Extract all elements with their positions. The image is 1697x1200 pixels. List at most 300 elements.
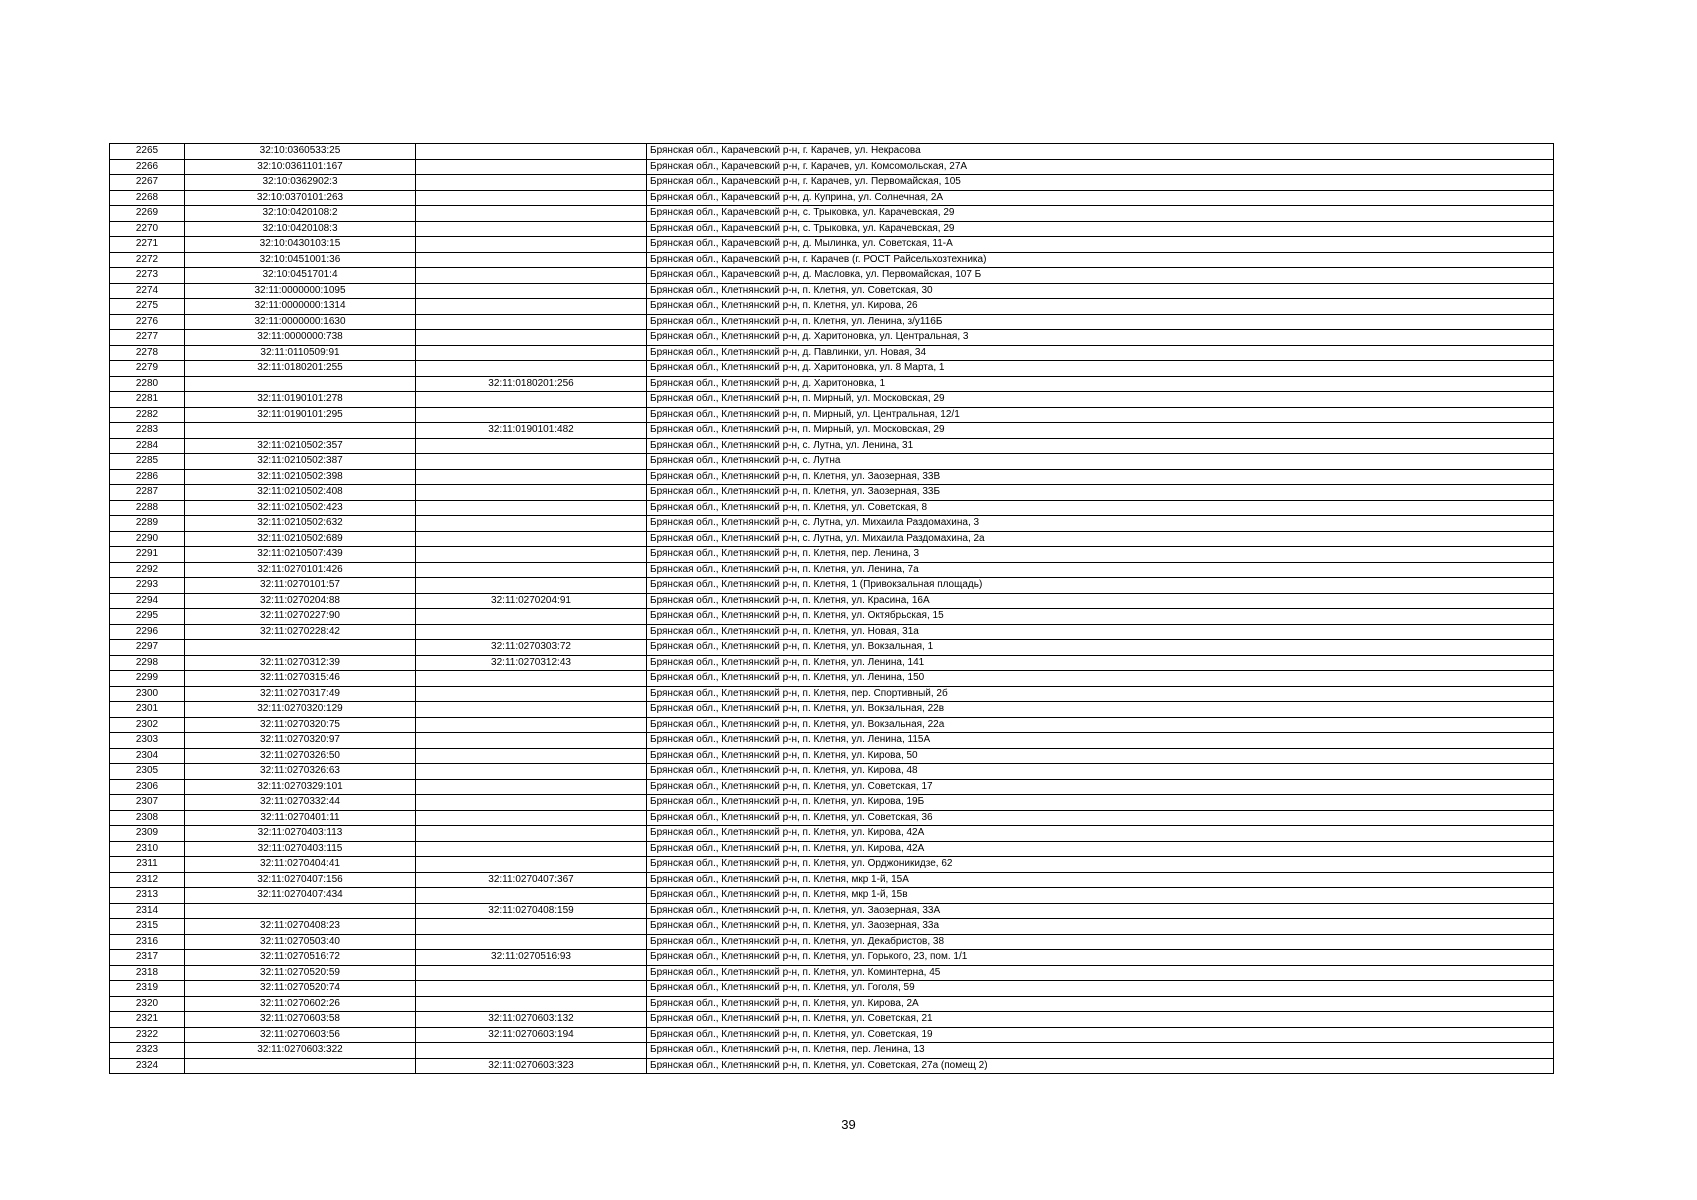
related-cadastral-number-cell <box>416 361 647 377</box>
cadastral-number-cell: 32:10:0361101:167 <box>185 159 416 175</box>
related-cadastral-number-cell <box>416 500 647 516</box>
related-cadastral-number-cell: 32:11:0270312:43 <box>416 655 647 671</box>
cadastral-number-cell: 32:11:0270602:26 <box>185 996 416 1012</box>
table-row <box>110 779 1554 795</box>
row-number-cell: 2310 <box>110 841 185 857</box>
table-row <box>110 392 1554 408</box>
row-number-cell: 2293 <box>110 578 185 594</box>
table-row <box>110 872 1554 888</box>
cadastral-number-cell: 32:10:0420108:3 <box>185 221 416 237</box>
related-cadastral-number-cell <box>416 299 647 315</box>
table-row <box>110 547 1554 563</box>
related-cadastral-number-cell <box>416 175 647 191</box>
cadastral-number-cell: 32:11:0270228:42 <box>185 624 416 640</box>
address-cell: Брянская обл., Клетнянский р-н, п. Клетня, мкр 1-й, 15в <box>647 888 1554 904</box>
related-cadastral-number-cell <box>416 531 647 547</box>
related-cadastral-number-cell <box>416 857 647 873</box>
cadastral-number-cell: 32:11:0270320:75 <box>185 717 416 733</box>
cadastral-number-cell: 32:10:0420108:2 <box>185 206 416 222</box>
row-number-cell: 2304 <box>110 748 185 764</box>
related-cadastral-number-cell: 32:11:0270407:367 <box>416 872 647 888</box>
cadastral-number-cell: 32:11:0270320:129 <box>185 702 416 718</box>
related-cadastral-number-cell <box>416 1043 647 1059</box>
table-row <box>110 330 1554 346</box>
cadastral-number-cell: 32:10:0360533:25 <box>185 144 416 160</box>
cadastral-number-cell <box>185 423 416 439</box>
address-cell: Брянская обл., Клетнянский р-н, п. Клетня, ул. Советская, 8 <box>647 500 1554 516</box>
address-cell: Брянская обл., Карачевский р-н, г. Карачев (г. РОСТ Райсельхозтехника) <box>647 252 1554 268</box>
table-row <box>110 516 1554 532</box>
cadastral-number-cell: 32:11:0270227:90 <box>185 609 416 625</box>
address-cell: Брянская обл., Клетнянский р-н, п. Клетня, ул. Советская, 21 <box>647 1012 1554 1028</box>
row-number-cell: 2314 <box>110 903 185 919</box>
related-cadastral-number-cell <box>416 996 647 1012</box>
row-number-cell: 2275 <box>110 299 185 315</box>
related-cadastral-number-cell <box>416 624 647 640</box>
address-cell: Брянская обл., Карачевский р-н, д. Куприна, ул. Солнечная, 2А <box>647 190 1554 206</box>
table-row <box>110 376 1554 392</box>
table-row <box>110 702 1554 718</box>
row-number-cell: 2302 <box>110 717 185 733</box>
cadastral-number-cell <box>185 640 416 656</box>
address-cell: Брянская обл., Клетнянский р-н, п. Клетня, ул. Гоголя, 59 <box>647 981 1554 997</box>
address-cell: Брянская обл., Клетнянский р-н, д. Харитоновка, ул. Центральная, 3 <box>647 330 1554 346</box>
address-cell: Брянская обл., Клетнянский р-н, с. Лутна, ул. Михаила Раздомахина, 3 <box>647 516 1554 532</box>
address-cell: Брянская обл., Клетнянский р-н, п. Клетня, ул. Ленина, 7а <box>647 562 1554 578</box>
row-number-cell: 2276 <box>110 314 185 330</box>
cadastral-number-cell: 32:11:0190101:278 <box>185 392 416 408</box>
table-row <box>110 531 1554 547</box>
address-cell: Брянская обл., Карачевский р-н, д. Мылинка, ул. Советская, 11-А <box>647 237 1554 253</box>
related-cadastral-number-cell <box>416 702 647 718</box>
cadastral-number-cell: 32:11:0210502:357 <box>185 438 416 454</box>
page-number: 39 <box>841 1117 856 1132</box>
cadastral-number-cell <box>185 376 416 392</box>
related-cadastral-number-cell <box>416 686 647 702</box>
row-number-cell: 2296 <box>110 624 185 640</box>
row-number-cell: 2307 <box>110 795 185 811</box>
row-number-cell: 2269 <box>110 206 185 222</box>
table-row <box>110 965 1554 981</box>
row-number-cell: 2266 <box>110 159 185 175</box>
table-row <box>110 593 1554 609</box>
cadastral-number-cell: 32:11:0270603:56 <box>185 1027 416 1043</box>
cadastral-number-cell: 32:10:0362902:3 <box>185 175 416 191</box>
address-cell: Брянская обл., Карачевский р-н, д. Масловка, ул. Первомайская, 107 Б <box>647 268 1554 284</box>
row-number-cell: 2271 <box>110 237 185 253</box>
related-cadastral-number-cell <box>416 748 647 764</box>
cadastral-number-cell <box>185 1058 416 1074</box>
table-row <box>110 578 1554 594</box>
table-row <box>110 640 1554 656</box>
table-row <box>110 934 1554 950</box>
table-row <box>110 810 1554 826</box>
address-cell: Брянская обл., Клетнянский р-н, п. Клетня, ул. Кирова, 26 <box>647 299 1554 315</box>
address-cell: Брянская обл., Клетнянский р-н, д. Павлинки, ул. Новая, 34 <box>647 345 1554 361</box>
address-cell: Брянская обл., Клетнянский р-н, с. Лутна, ул. Ленина, 31 <box>647 438 1554 454</box>
cadastral-number-cell: 32:11:0000000:1314 <box>185 299 416 315</box>
address-cell: Брянская обл., Клетнянский р-н, п. Клетня, ул. Кирова, 42А <box>647 841 1554 857</box>
address-cell: Брянская обл., Карачевский р-н, г. Карачев, ул. Некрасова <box>647 144 1554 160</box>
cadastral-number-cell: 32:11:0110509:91 <box>185 345 416 361</box>
related-cadastral-number-cell <box>416 190 647 206</box>
row-number-cell: 2298 <box>110 655 185 671</box>
table-row <box>110 268 1554 284</box>
related-cadastral-number-cell <box>416 810 647 826</box>
cadastral-number-cell: 32:11:0210507:439 <box>185 547 416 563</box>
cadastral-number-cell: 32:11:0270326:50 <box>185 748 416 764</box>
related-cadastral-number-cell <box>416 392 647 408</box>
cadastral-number-cell: 32:11:0270401:11 <box>185 810 416 826</box>
address-cell: Брянская обл., Клетнянский р-н, п. Клетня, ул. Коминтерна, 45 <box>647 965 1554 981</box>
table-row <box>110 841 1554 857</box>
address-cell: Брянская обл., Клетнянский р-н, п. Клетня, ул. Ленина, 150 <box>647 671 1554 687</box>
related-cadastral-number-cell <box>416 562 647 578</box>
cadastral-number-cell: 32:11:0180201:255 <box>185 361 416 377</box>
related-cadastral-number-cell <box>416 919 647 935</box>
table-row <box>110 252 1554 268</box>
table-row <box>110 1012 1554 1028</box>
table-row <box>110 733 1554 749</box>
related-cadastral-number-cell <box>416 206 647 222</box>
row-number-cell: 2285 <box>110 454 185 470</box>
address-cell: Брянская обл., Клетнянский р-н, п. Клетня, ул. Ленина, 141 <box>647 655 1554 671</box>
row-number-cell: 2309 <box>110 826 185 842</box>
cadastral-number-cell: 32:11:0210502:689 <box>185 531 416 547</box>
table-row <box>110 1058 1554 1074</box>
address-cell: Брянская обл., Клетнянский р-н, п. Клетня, ул. Заозерная, 33Б <box>647 485 1554 501</box>
related-cadastral-number-cell <box>416 252 647 268</box>
table-row <box>110 562 1554 578</box>
related-cadastral-number-cell: 32:11:0190101:482 <box>416 423 647 439</box>
address-cell: Брянская обл., Клетнянский р-н, п. Клетня, ул. Советская, 17 <box>647 779 1554 795</box>
address-cell: Брянская обл., Клетнянский р-н, п. Клетня, ул. Кирова, 19Б <box>647 795 1554 811</box>
related-cadastral-number-cell <box>416 795 647 811</box>
cadastral-number-cell: 32:11:0270320:97 <box>185 733 416 749</box>
cadastral-number-cell: 32:11:0270520:59 <box>185 965 416 981</box>
address-cell: Брянская обл., Клетнянский р-н, п. Клетня, 1 (Привокзальная площадь) <box>647 578 1554 594</box>
cadastral-number-cell: 32:10:0451001:36 <box>185 252 416 268</box>
row-number-cell: 2294 <box>110 593 185 609</box>
cadastral-number-cell: 32:11:0210502:398 <box>185 469 416 485</box>
address-cell: Брянская обл., Карачевский р-н, г. Карачев, ул. Первомайская, 105 <box>647 175 1554 191</box>
address-cell: Брянская обл., Клетнянский р-н, п. Клетня, ул. Декабристов, 38 <box>647 934 1554 950</box>
address-cell: Брянская обл., Клетнянский р-н, п. Клетня, пер. Спортивный, 2б <box>647 686 1554 702</box>
cadastral-number-cell: 32:11:0270329:101 <box>185 779 416 795</box>
cadastral-number-cell: 32:11:0270407:434 <box>185 888 416 904</box>
related-cadastral-number-cell <box>416 826 647 842</box>
cadastral-number-cell: 32:11:0210502:632 <box>185 516 416 532</box>
table-row <box>110 903 1554 919</box>
table-row <box>110 454 1554 470</box>
related-cadastral-number-cell: 32:11:0270603:194 <box>416 1027 647 1043</box>
row-number-cell: 2270 <box>110 221 185 237</box>
cadastral-number-cell: 32:11:0270603:322 <box>185 1043 416 1059</box>
address-cell: Брянская обл., Клетнянский р-н, п. Клетня, ул. Заозерная, 33а <box>647 919 1554 935</box>
row-number-cell: 2300 <box>110 686 185 702</box>
cadastral-number-cell: 32:11:0190101:295 <box>185 407 416 423</box>
row-number-cell: 2278 <box>110 345 185 361</box>
row-number-cell: 2286 <box>110 469 185 485</box>
address-cell: Брянская обл., Клетнянский р-н, п. Клетня, пер. Ленина, 13 <box>647 1043 1554 1059</box>
address-cell: Брянская обл., Клетнянский р-н, п. Клетня, ул. Советская, 27а (помещ 2) <box>647 1058 1554 1074</box>
table-row <box>110 299 1554 315</box>
row-number-cell: 2289 <box>110 516 185 532</box>
row-number-cell: 2280 <box>110 376 185 392</box>
cadastral-number-cell: 32:11:0270408:23 <box>185 919 416 935</box>
table-row <box>110 826 1554 842</box>
address-cell: Брянская обл., Клетнянский р-н, д. Харитоновка, ул. 8 Марта, 1 <box>647 361 1554 377</box>
row-number-cell: 2273 <box>110 268 185 284</box>
cadastral-number-cell: 32:11:0000000:1630 <box>185 314 416 330</box>
row-number-cell: 2268 <box>110 190 185 206</box>
related-cadastral-number-cell <box>416 407 647 423</box>
row-number-cell: 2312 <box>110 872 185 888</box>
row-number-cell: 2311 <box>110 857 185 873</box>
address-cell: Брянская обл., Клетнянский р-н, с. Лутна <box>647 454 1554 470</box>
row-number-cell: 2290 <box>110 531 185 547</box>
cadastral-number-cell: 32:11:0270520:74 <box>185 981 416 997</box>
row-number-cell: 2279 <box>110 361 185 377</box>
related-cadastral-number-cell <box>416 764 647 780</box>
cadastral-number-cell: 32:11:0270326:63 <box>185 764 416 780</box>
address-cell: Брянская обл., Клетнянский р-н, п. Клетня, ул. Ленина, з/у116Б <box>647 314 1554 330</box>
related-cadastral-number-cell <box>416 159 647 175</box>
row-number-cell: 2322 <box>110 1027 185 1043</box>
row-number-cell: 2287 <box>110 485 185 501</box>
table-row <box>110 144 1554 160</box>
row-number-cell: 2316 <box>110 934 185 950</box>
cadastral-number-cell: 32:11:0270516:72 <box>185 950 416 966</box>
row-number-cell: 2272 <box>110 252 185 268</box>
row-number-cell: 2315 <box>110 919 185 935</box>
row-number-cell: 2303 <box>110 733 185 749</box>
table-row <box>110 996 1554 1012</box>
related-cadastral-number-cell: 32:11:0270516:93 <box>416 950 647 966</box>
row-number-cell: 2317 <box>110 950 185 966</box>
table-row <box>110 1027 1554 1043</box>
table-row <box>110 361 1554 377</box>
table-row <box>110 221 1554 237</box>
cadastral-number-cell: 32:11:0270403:115 <box>185 841 416 857</box>
related-cadastral-number-cell <box>416 981 647 997</box>
address-cell: Брянская обл., Клетнянский р-н, п. Клетня, ул. Советская, 19 <box>647 1027 1554 1043</box>
related-cadastral-number-cell <box>416 779 647 795</box>
table-row <box>110 469 1554 485</box>
row-number-cell: 2283 <box>110 423 185 439</box>
table-row <box>110 717 1554 733</box>
related-cadastral-number-cell <box>416 485 647 501</box>
row-number-cell: 2308 <box>110 810 185 826</box>
address-cell: Брянская обл., Карачевский р-н, с. Трыковка, ул. Карачевская, 29 <box>647 221 1554 237</box>
cadastral-number-cell: 32:11:0270204:88 <box>185 593 416 609</box>
row-number-cell: 2281 <box>110 392 185 408</box>
property-table <box>109 143 1554 1074</box>
cadastral-number-cell: 32:11:0000000:738 <box>185 330 416 346</box>
cadastral-number-cell: 32:11:0270407:156 <box>185 872 416 888</box>
cadastral-number-cell <box>185 903 416 919</box>
related-cadastral-number-cell: 32:11:0270303:72 <box>416 640 647 656</box>
address-cell: Брянская обл., Клетнянский р-н, п. Клетня, ул. Кирова, 50 <box>647 748 1554 764</box>
table-row <box>110 190 1554 206</box>
table-row <box>110 795 1554 811</box>
table-row <box>110 888 1554 904</box>
table-row <box>110 655 1554 671</box>
row-number-cell: 2301 <box>110 702 185 718</box>
address-cell: Брянская обл., Клетнянский р-н, п. Клетня, ул. Октябрьская, 15 <box>647 609 1554 625</box>
address-cell: Брянская обл., Клетнянский р-н, п. Клетня, ул. Новая, 31а <box>647 624 1554 640</box>
table-row <box>110 237 1554 253</box>
table-row <box>110 624 1554 640</box>
table-row <box>110 686 1554 702</box>
address-cell: Брянская обл., Клетнянский р-н, п. Клетня, ул. Заозерная, 33А <box>647 903 1554 919</box>
table-row <box>110 175 1554 191</box>
cadastral-number-cell: 32:11:0270315:46 <box>185 671 416 687</box>
related-cadastral-number-cell <box>416 609 647 625</box>
table-row <box>110 407 1554 423</box>
related-cadastral-number-cell <box>416 671 647 687</box>
related-cadastral-number-cell <box>416 237 647 253</box>
address-cell: Брянская обл., Клетнянский р-н, п. Клетня, ул. Ленина, 115А <box>647 733 1554 749</box>
cadastral-number-cell: 32:10:0370101:263 <box>185 190 416 206</box>
related-cadastral-number-cell: 32:11:0180201:256 <box>416 376 647 392</box>
address-cell: Брянская обл., Клетнянский р-н, п. Клетня, ул. Горького, 23, пом. 1/1 <box>647 950 1554 966</box>
row-number-cell: 2274 <box>110 283 185 299</box>
cadastral-number-cell: 32:11:0210502:423 <box>185 500 416 516</box>
row-number-cell: 2324 <box>110 1058 185 1074</box>
table-row <box>110 981 1554 997</box>
table-row <box>110 438 1554 454</box>
table-row <box>110 283 1554 299</box>
related-cadastral-number-cell <box>416 469 647 485</box>
related-cadastral-number-cell <box>416 547 647 563</box>
table-row <box>110 609 1554 625</box>
cadastral-number-cell: 32:11:0210502:408 <box>185 485 416 501</box>
row-number-cell: 2267 <box>110 175 185 191</box>
property-table-body <box>110 144 1554 1074</box>
cadastral-number-cell: 32:11:0000000:1095 <box>185 283 416 299</box>
related-cadastral-number-cell <box>416 841 647 857</box>
address-cell: Брянская обл., Клетнянский р-н, п. Клетня, ул. Советская, 36 <box>647 810 1554 826</box>
address-cell: Брянская обл., Клетнянский р-н, п. Клетня, пер. Ленина, 3 <box>647 547 1554 563</box>
cadastral-number-cell: 32:11:0270404:41 <box>185 857 416 873</box>
row-number-cell: 2313 <box>110 888 185 904</box>
row-number-cell: 2295 <box>110 609 185 625</box>
related-cadastral-number-cell <box>416 221 647 237</box>
address-cell: Брянская обл., Клетнянский р-н, с. Лутна, ул. Михаила Раздомахина, 2а <box>647 531 1554 547</box>
address-cell: Брянская обл., Карачевский р-н, г. Карачев, ул. Комсомольская, 27А <box>647 159 1554 175</box>
related-cadastral-number-cell <box>416 578 647 594</box>
address-cell: Брянская обл., Клетнянский р-н, п. Клетня, ул. Вокзальная, 1 <box>647 640 1554 656</box>
row-number-cell: 2305 <box>110 764 185 780</box>
address-cell: Брянская обл., Клетнянский р-н, п. Клетня, ул. Кирова, 48 <box>647 764 1554 780</box>
address-cell: Брянская обл., Клетнянский р-н, п. Клетня, ул. Советская, 30 <box>647 283 1554 299</box>
address-cell: Брянская обл., Клетнянский р-н, п. Клетня, ул. Кирова, 42А <box>647 826 1554 842</box>
row-number-cell: 2319 <box>110 981 185 997</box>
related-cadastral-number-cell <box>416 345 647 361</box>
row-number-cell: 2284 <box>110 438 185 454</box>
cadastral-number-cell: 32:11:0210502:387 <box>185 454 416 470</box>
address-cell: Брянская обл., Клетнянский р-н, п. Клетня, ул. Вокзальная, 22в <box>647 702 1554 718</box>
related-cadastral-number-cell: 32:11:0270408:159 <box>416 903 647 919</box>
table-row <box>110 500 1554 516</box>
address-cell: Брянская обл., Клетнянский р-н, п. Мирный, ул. Центральная, 12/1 <box>647 407 1554 423</box>
related-cadastral-number-cell <box>416 268 647 284</box>
cadastral-number-cell: 32:11:0270101:426 <box>185 562 416 578</box>
address-cell: Брянская обл., Карачевский р-н, с. Трыковка, ул. Карачевская, 29 <box>647 206 1554 222</box>
address-cell: Брянская обл., Клетнянский р-н, д. Харитоновка, 1 <box>647 376 1554 392</box>
row-number-cell: 2299 <box>110 671 185 687</box>
related-cadastral-number-cell: 32:11:0270603:323 <box>416 1058 647 1074</box>
cadastral-number-cell: 32:11:0270317:49 <box>185 686 416 702</box>
address-cell: Брянская обл., Клетнянский р-н, п. Клетня, ул. Заозерная, 33В <box>647 469 1554 485</box>
cadastral-number-cell: 32:11:0270332:44 <box>185 795 416 811</box>
cadastral-number-cell: 32:11:0270503:40 <box>185 934 416 950</box>
table-row <box>110 423 1554 439</box>
related-cadastral-number-cell <box>416 888 647 904</box>
related-cadastral-number-cell <box>416 965 647 981</box>
row-number-cell: 2277 <box>110 330 185 346</box>
row-number-cell: 2306 <box>110 779 185 795</box>
row-number-cell: 2282 <box>110 407 185 423</box>
related-cadastral-number-cell: 32:11:0270603:132 <box>416 1012 647 1028</box>
related-cadastral-number-cell <box>416 144 647 160</box>
table-row <box>110 857 1554 873</box>
table-row <box>110 748 1554 764</box>
related-cadastral-number-cell <box>416 314 647 330</box>
address-cell: Брянская обл., Клетнянский р-н, п. Клетня, ул. Орджоникидзе, 62 <box>647 857 1554 873</box>
related-cadastral-number-cell <box>416 717 647 733</box>
row-number-cell: 2292 <box>110 562 185 578</box>
table-row <box>110 919 1554 935</box>
table-row <box>110 671 1554 687</box>
related-cadastral-number-cell <box>416 516 647 532</box>
table-row <box>110 764 1554 780</box>
table-row <box>110 206 1554 222</box>
address-cell: Брянская обл., Клетнянский р-н, п. Клетня, мкр 1-й, 15А <box>647 872 1554 888</box>
row-number-cell: 2320 <box>110 996 185 1012</box>
table-row <box>110 314 1554 330</box>
row-number-cell: 2288 <box>110 500 185 516</box>
related-cadastral-number-cell <box>416 733 647 749</box>
related-cadastral-number-cell <box>416 438 647 454</box>
cadastral-number-cell: 32:11:0270312:39 <box>185 655 416 671</box>
related-cadastral-number-cell <box>416 330 647 346</box>
table-row <box>110 950 1554 966</box>
address-cell: Брянская обл., Клетнянский р-н, п. Клетня, ул. Вокзальная, 22а <box>647 717 1554 733</box>
address-cell: Брянская обл., Клетнянский р-н, п. Мирный, ул. Московская, 29 <box>647 392 1554 408</box>
cadastral-number-cell: 32:10:0451701:4 <box>185 268 416 284</box>
row-number-cell: 2321 <box>110 1012 185 1028</box>
table-row <box>110 485 1554 501</box>
table-row <box>110 345 1554 361</box>
related-cadastral-number-cell: 32:11:0270204:91 <box>416 593 647 609</box>
related-cadastral-number-cell <box>416 283 647 299</box>
cadastral-number-cell: 32:11:0270603:58 <box>185 1012 416 1028</box>
cadastral-number-cell: 32:11:0270101:57 <box>185 578 416 594</box>
row-number-cell: 2291 <box>110 547 185 563</box>
row-number-cell: 2318 <box>110 965 185 981</box>
related-cadastral-number-cell <box>416 934 647 950</box>
cadastral-number-cell: 32:11:0270403:113 <box>185 826 416 842</box>
cadastral-number-cell: 32:10:0430103:15 <box>185 237 416 253</box>
table-row <box>110 1043 1554 1059</box>
row-number-cell: 2297 <box>110 640 185 656</box>
address-cell: Брянская обл., Клетнянский р-н, п. Мирный, ул. Московская, 29 <box>647 423 1554 439</box>
address-cell: Брянская обл., Клетнянский р-н, п. Клетня, ул. Кирова, 2А <box>647 996 1554 1012</box>
table-row <box>110 159 1554 175</box>
row-number-cell: 2265 <box>110 144 185 160</box>
